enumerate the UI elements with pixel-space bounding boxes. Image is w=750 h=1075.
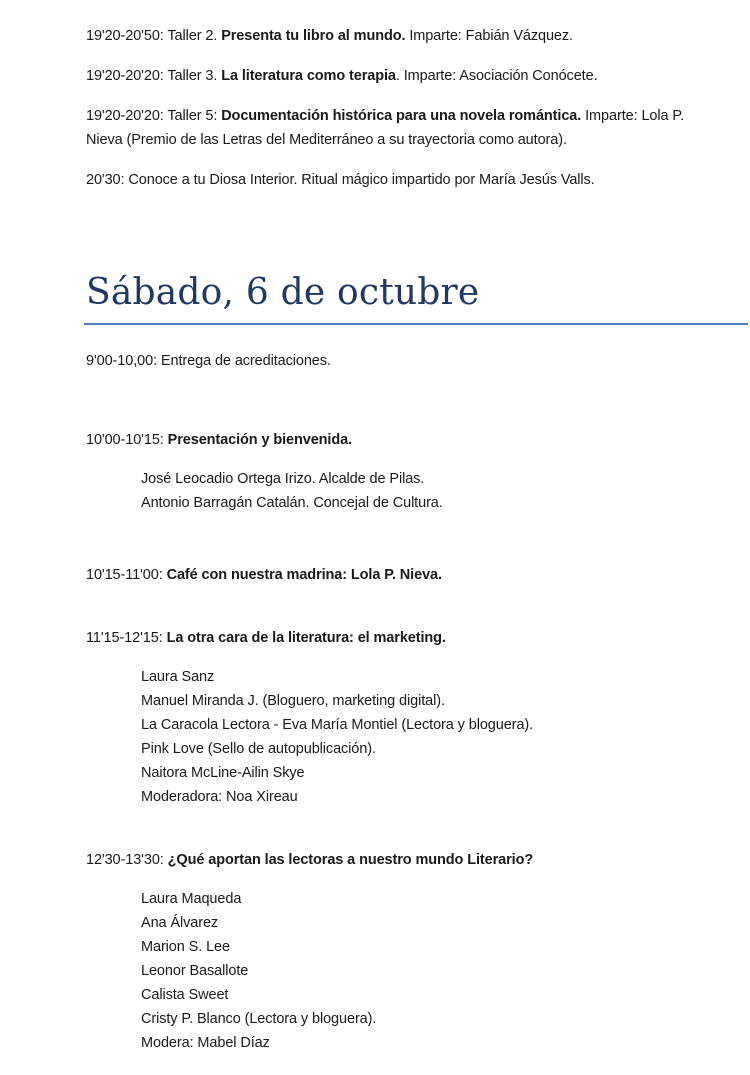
schedule-item-cafe [86, 563, 442, 587]
item-time: 9'00-10,00: [86, 353, 158, 369]
schedule-item-taller-2 [86, 24, 573, 48]
heading-underline [84, 323, 748, 325]
speaker-line: Moderadora: Noa Xireau [141, 789, 298, 805]
item-prefix: Taller 2. [163, 28, 222, 44]
speaker-line: Marion S. Lee [141, 939, 230, 955]
schedule-item-taller-3 [86, 64, 598, 88]
item-time: 10'15-11'00: [86, 567, 163, 583]
item-title: Presentación y bienvenida. [167, 432, 353, 448]
item-suffix: . Imparte: Asociación Conócete. [395, 68, 598, 84]
speaker-line: Laura Maqueda [141, 891, 242, 907]
item-title: ¿Qué aportan las lectoras a nuestro mundo Literario? [167, 852, 534, 868]
schedule-item-acreditaciones [86, 349, 331, 373]
speaker-line: Laura Sanz [141, 669, 215, 685]
speaker-line: Ana Álvarez [141, 915, 219, 931]
item-title: Documentación histórica para una novela romántica. [221, 108, 582, 124]
item-time: 19'20-20'20: [86, 68, 164, 84]
section-heading-saturday: Sábado, 6 de octubre [86, 272, 480, 313]
speaker-line: Leonor Basallote [141, 963, 249, 979]
speaker-line: Naitora McLine-Ailin Skye [141, 765, 305, 781]
item-time: 12'30-13'30: [86, 852, 164, 868]
item-time: 20'30: [86, 172, 125, 188]
schedule-item-ritual [86, 168, 595, 192]
item-title: La literatura como terapia [221, 68, 396, 84]
speaker-line: Modera: Mabel Díaz [141, 1035, 270, 1051]
item-title: Café con nuestra madrina: Lola P. Nieva. [166, 567, 442, 583]
item-prefix: Taller 5: [163, 108, 222, 124]
schedule-item-presentacion [86, 428, 352, 452]
item-title: La otra cara de la literatura: el marketing. [166, 630, 446, 646]
speaker-line: Antonio Barragán Catalán. Concejal de Cultura. [141, 495, 443, 511]
item-time: 19'20-20'50: [86, 28, 164, 44]
item-time: 10'00-10'15: [86, 432, 164, 448]
schedule-item-taller-5 [86, 104, 684, 128]
schedule-item-marketing [86, 626, 446, 650]
schedule-item-taller-5-continuation: Nieva (Premio de las Letras del Mediterráneo a su trayectoria como autora). [86, 132, 567, 148]
item-time: 11'15-12'15: [86, 630, 163, 646]
speaker-line: Pink Love (Sello de autopublicación). [141, 741, 376, 757]
speaker-line: Calista Sweet [141, 987, 229, 1003]
item-text: Conoce a tu Diosa Interior. Ritual mágico impartido por María Jesús Valls. [124, 172, 595, 188]
speaker-line: Manuel Miranda J. (Bloguero, marketing digital). [141, 693, 445, 709]
item-title: Presenta tu libro al mundo. [221, 28, 406, 44]
speaker-line: Cristy P. Blanco (Lectora y bloguera). [141, 1011, 377, 1027]
speaker-line: La Caracola Lectora - Eva María Montiel (Lectora y bloguera). [141, 717, 534, 733]
item-prefix: Taller 3. [163, 68, 222, 84]
item-time: 19'20-20'20: [86, 108, 164, 124]
item-suffix: Imparte: Lola P. [581, 108, 685, 124]
speaker-line: José Leocadio Ortega Irizo. Alcalde de Pilas. [141, 471, 425, 487]
item-suffix: Imparte: Fabián Vázquez. [405, 28, 573, 44]
item-text: Entrega de acreditaciones. [157, 353, 331, 369]
schedule-item-lectoras [86, 848, 533, 872]
